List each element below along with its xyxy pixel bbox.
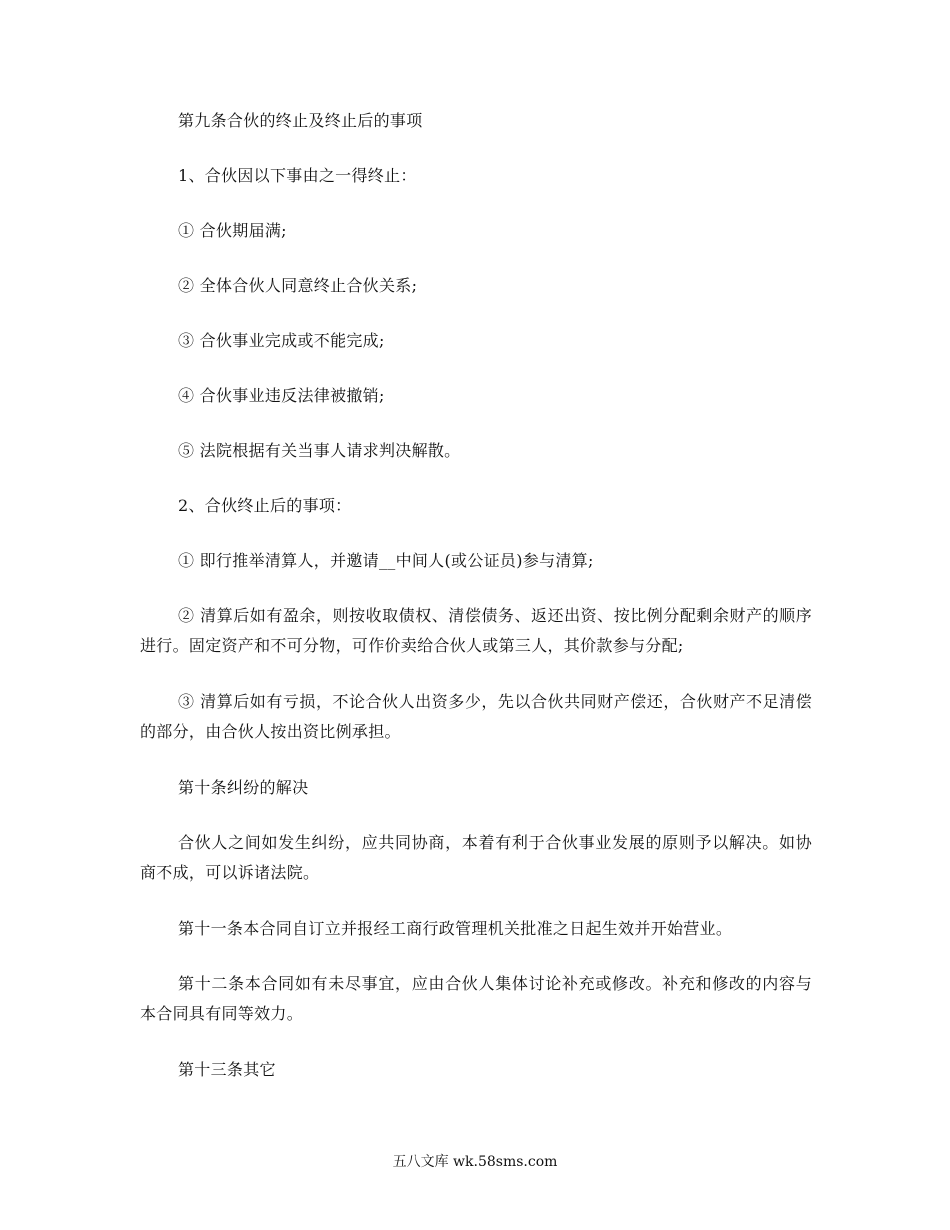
section-2-item-3: ③ 清算后如有亏损，不论合伙人出资多少，先以合伙共同财产偿还，合伙财产不足清偿的部分，由合伙人按出资比例承担。 xyxy=(140,692,812,741)
clause-10-body: 合伙人之间如发生纠纷，应共同协商，本着有利于合伙事业发展的原则予以解决。如协商不成，可以诉诸法院。 xyxy=(140,833,812,882)
page-footer: 五八文库 wk.58sms.com xyxy=(392,1154,558,1170)
section-1-heading: 1、合伙因以下事由之一得终止： xyxy=(178,166,417,185)
list-item-4: ④ 合伙事业违反法律被撤销; xyxy=(178,386,385,405)
clause-heading-13: 第十三条其它 xyxy=(178,1060,276,1079)
clause-heading-9: 第九条合伙的终止及终止后的事项 xyxy=(178,111,423,130)
clause-12: 第十二条本合同如有未尽事宜，应由合伙人集体讨论补充或修改。补充和修改的内容与本合同具有同等效力。 xyxy=(140,974,812,1023)
clause-11: 第十一条本合同自订立并报经工商行政管理机关批准之日起生效并开始营业。 xyxy=(178,919,733,938)
clause-heading-10: 第十条纠纷的解决 xyxy=(178,778,309,797)
section-2-item-1: ① 即行推举清算人，并邀请__中间人(或公证员)参与清算; xyxy=(178,551,594,570)
list-item-2: ② 全体合伙人同意终止合伙关系; xyxy=(178,276,418,295)
document-body xyxy=(140,106,812,1110)
list-item-1: ① 合伙期届满; xyxy=(178,221,287,240)
list-item-5: ⑤ 法院根据有关当事人请求判决解散。 xyxy=(178,441,461,460)
section-2-heading: 2、合伙终止后的事项： xyxy=(178,496,352,515)
section-2-item-2: ② 清算后如有盈余，则按收取债权、清偿债务、返还出资、按比例分配剩余财产的顺序进行。固定资产和不可分物，可作价卖给合伙人或第三人，其价款参与分配; xyxy=(140,606,812,655)
list-item-3: ③ 合伙事业完成或不能完成; xyxy=(178,331,385,350)
